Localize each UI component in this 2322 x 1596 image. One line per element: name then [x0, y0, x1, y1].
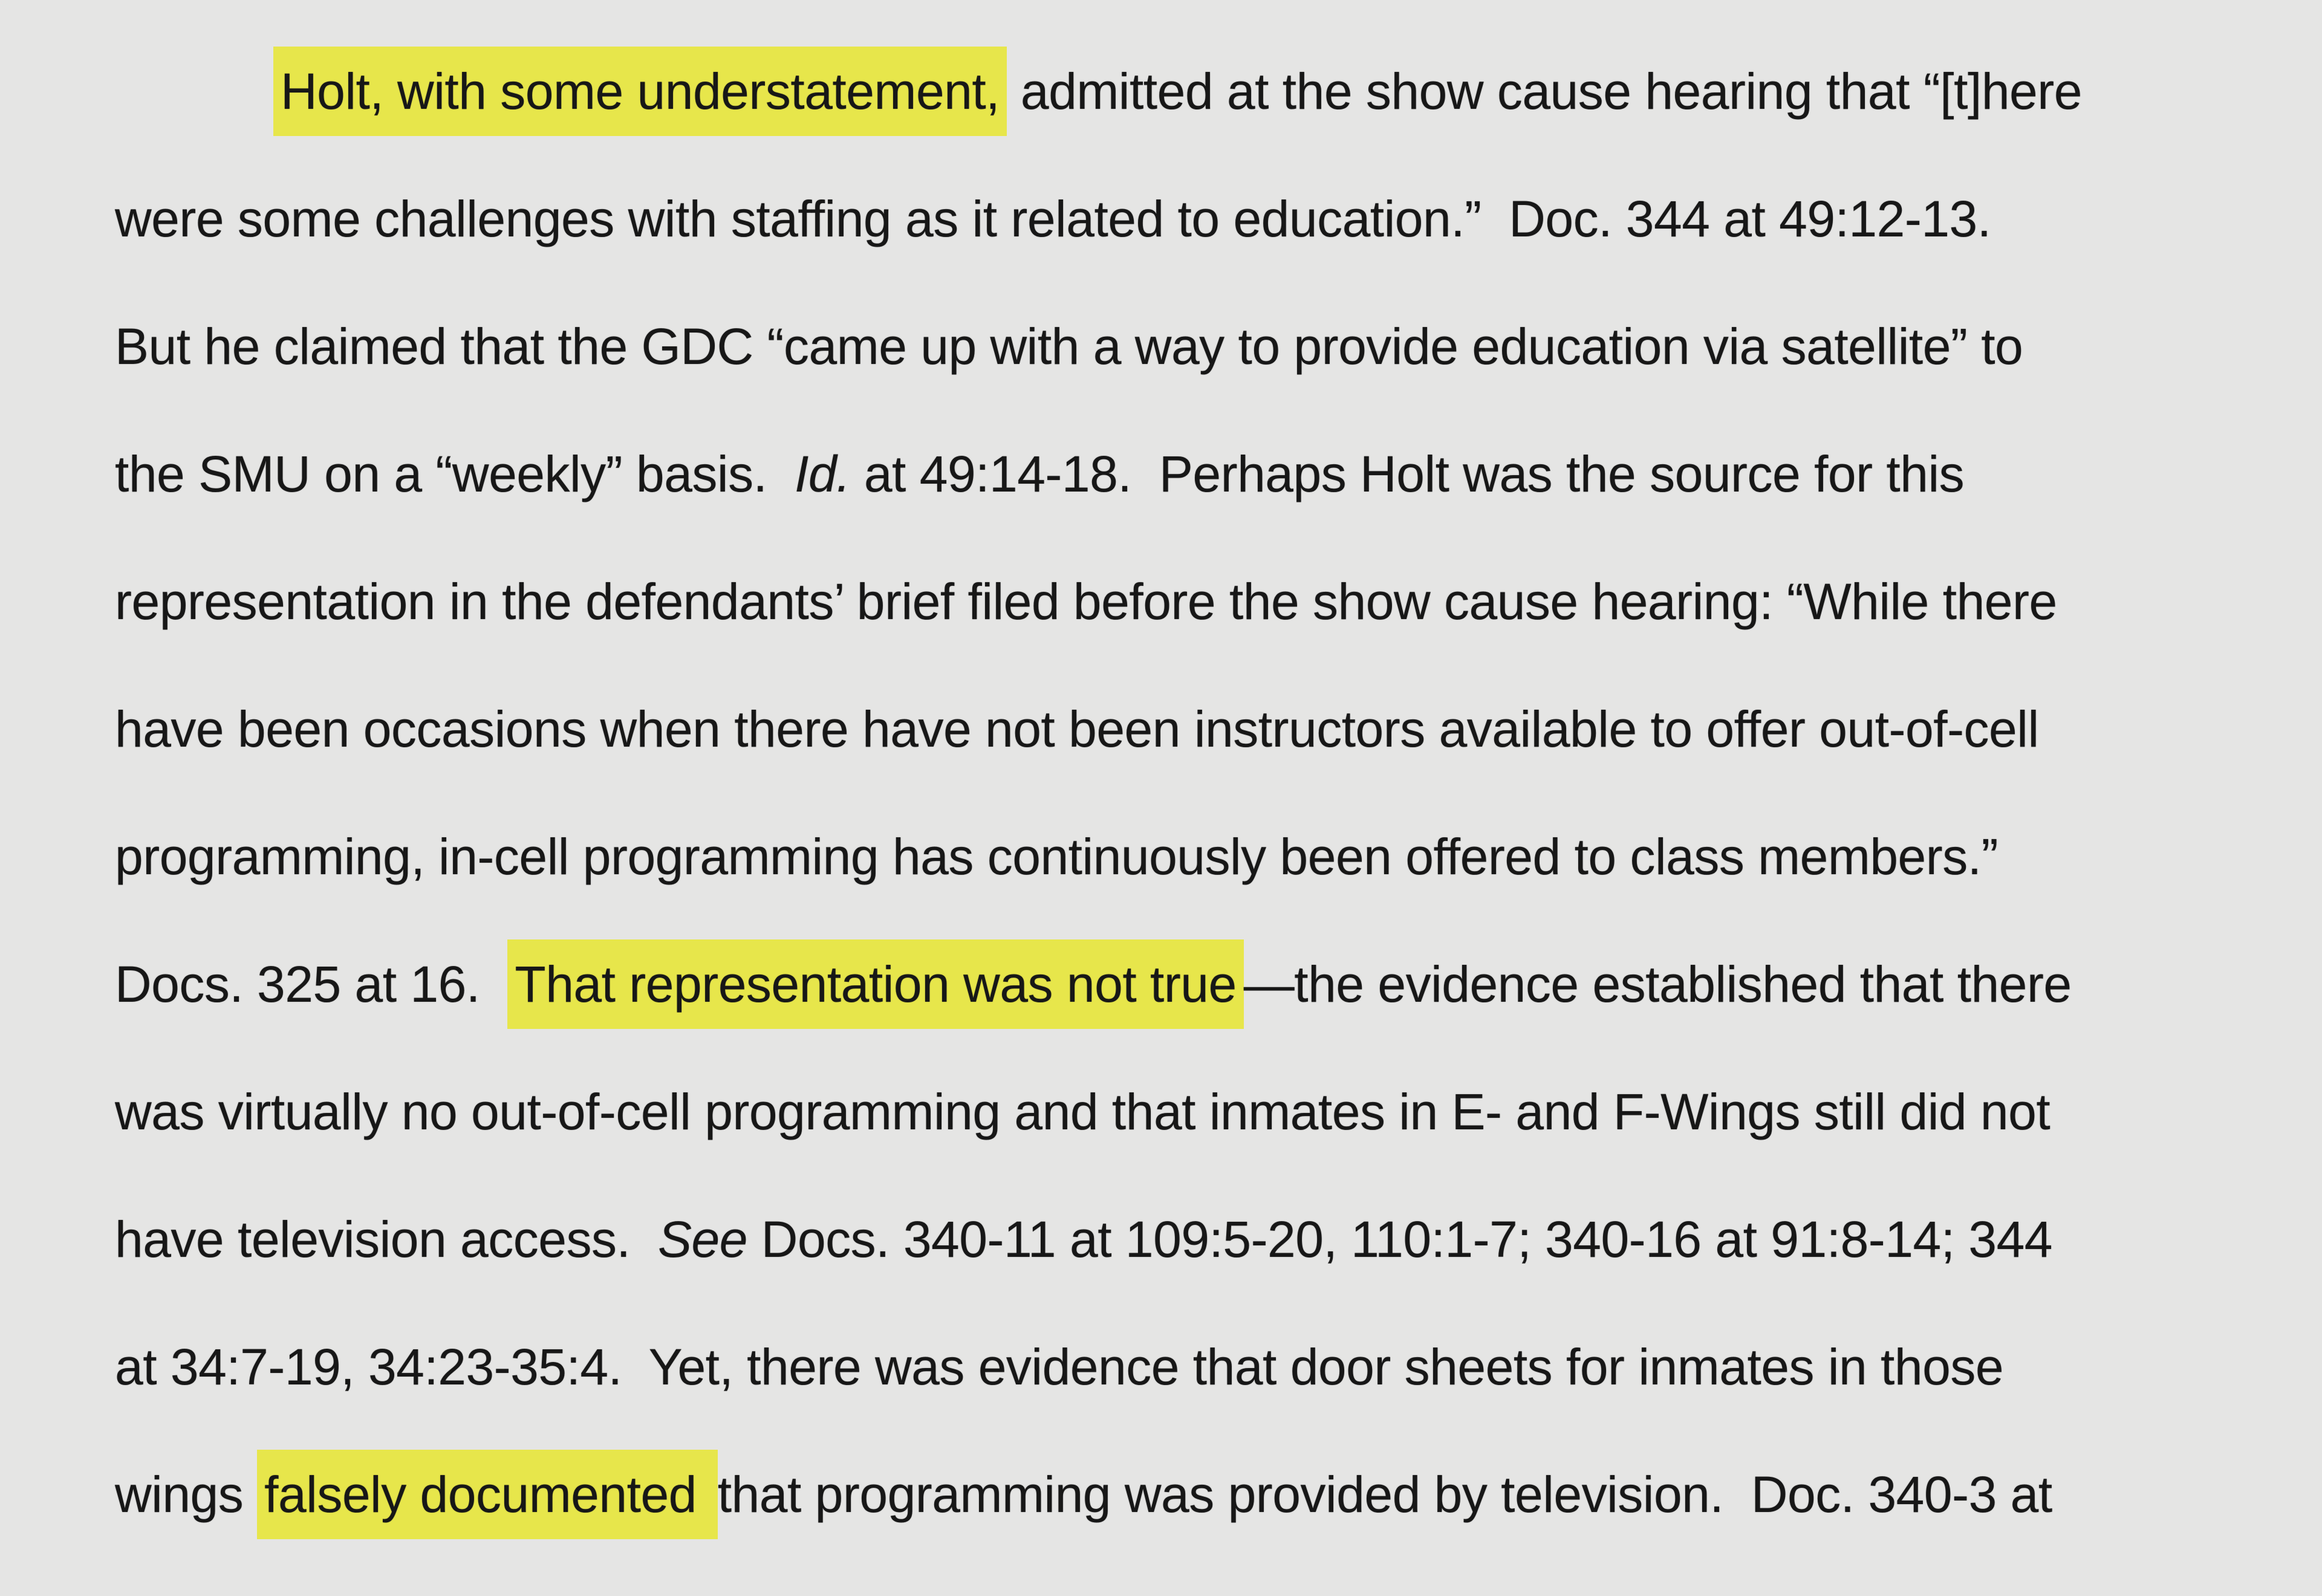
text-segment: have television access. — [115, 1211, 658, 1268]
text-segment: But he claimed that the GDC “came up with a way to provide education via satellite” to — [115, 318, 2023, 375]
text-line — [115, 1431, 2268, 1559]
text-line — [115, 921, 2268, 1048]
text-line — [115, 28, 2268, 155]
text-segment: the SMU on a “weekly” basis. — [115, 446, 795, 502]
text-segment: have been occasions when there have not been instructors available to offer out-of-cell — [115, 701, 2039, 757]
text-segment: Docs. 340-11 at 109:5-20, 110:1-7; 340-16 at 91:8-14; 344 — [747, 1211, 2053, 1268]
text-line — [115, 793, 2268, 921]
text-line — [115, 666, 2268, 793]
text-segment: Docs. 325 at 16. — [115, 956, 508, 1013]
text-line — [115, 538, 2268, 666]
text-line — [115, 1048, 2268, 1176]
highlighted-text: Holt, with some understatement, — [273, 47, 1007, 136]
italic-citation: Id. — [795, 446, 850, 502]
text-segment: at 49:14-18. Perhaps Holt was the source for this — [850, 446, 1965, 502]
text-segment: was virtually no out-of-cell programming and that inmates in E- and F-Wings still did not — [115, 1083, 2050, 1140]
text-line — [115, 283, 2268, 410]
text-segment: representation in the defendants’ brief filed before the show cause hearing: “While there — [115, 573, 2057, 630]
text-segment: at 34:7-19, 34:23-35:4. Yet, there was evidence that door sheets for inmates in those — [115, 1338, 2004, 1395]
text-line — [115, 1176, 2268, 1303]
highlighted-text: That representation was not true — [507, 939, 1243, 1029]
text-segment: wings — [115, 1466, 258, 1523]
text-line — [115, 1303, 2268, 1431]
text-segment: were some challenges with staffing as it related to education.” Doc. 344 at 49:12-13. — [115, 190, 1991, 247]
text-segment: that programming was provided by television. Doc. 340-3 at — [717, 1466, 2052, 1523]
text-line — [115, 410, 2268, 538]
highlighted-text: falsely documented — [257, 1450, 718, 1539]
text-segment: admitted at the show cause hearing that “[t]here — [1007, 63, 2082, 120]
italic-citation: See — [657, 1211, 747, 1268]
text-line — [115, 155, 2268, 283]
text-segment: —the evidence established that there — [1243, 956, 2072, 1013]
text-segment: programming, in-cell programming has continuously been offered to class members.” — [115, 828, 1998, 885]
